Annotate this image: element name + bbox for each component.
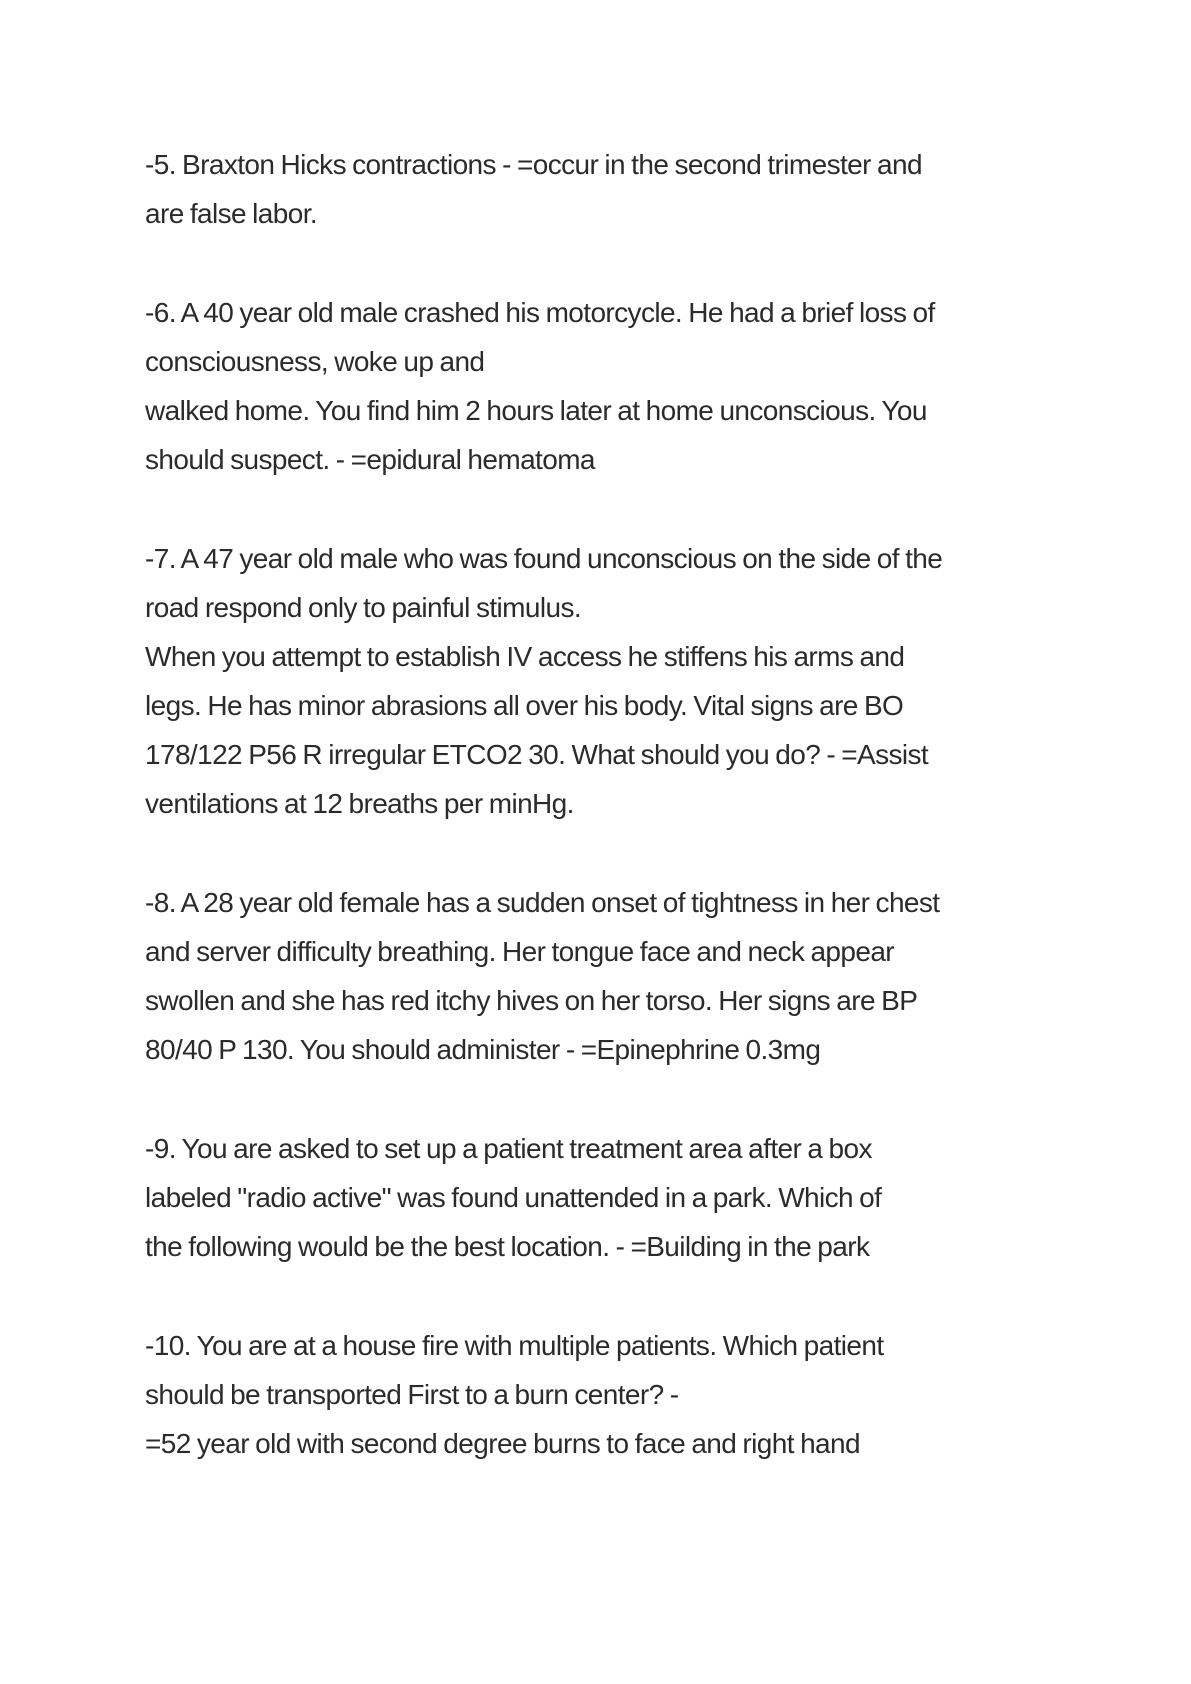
question-line: consciousness, woke up and (145, 346, 485, 377)
question-10 (145, 1321, 1045, 1468)
question-7 (145, 534, 1045, 828)
question-8 (145, 878, 1045, 1074)
question-line: labeled "radio active" was found unattended in a park. Which of (145, 1182, 882, 1213)
question-line: should be transported First to a burn center? - (145, 1379, 679, 1410)
question-line: When you attempt to establish IV access he stiffens his arms and (145, 641, 905, 672)
question-list (145, 140, 1045, 1518)
question-line: swollen and she has red itchy hives on her torso. Her signs are BP (145, 985, 918, 1016)
question-line: the following would be the best location. - =Building in the park (145, 1231, 870, 1262)
question-line: 80/40 P 130. You should administer - =Epinephrine 0.3mg (145, 1034, 821, 1065)
question-9 (145, 1124, 1045, 1271)
question-line: road respond only to painful stimulus. (145, 592, 582, 623)
question-line: 178/122 P56 R irregular ETCO2 30. What should you do? - =Assist (145, 739, 929, 770)
question-line: are false labor. (145, 198, 318, 229)
question-line: and server difficulty breathing. Her tongue face and neck appear (145, 936, 895, 967)
question-6 (145, 288, 1045, 484)
question-line: -6. A 40 year old male crashed his motorcycle. He had a brief loss of (145, 297, 935, 328)
question-line: -10. You are at a house fire with multiple patients. Which patient (145, 1330, 884, 1361)
question-line: ventilations at 12 breaths per minHg. (145, 788, 574, 819)
question-line: =52 year old with second degree burns to face and right hand (145, 1428, 860, 1459)
question-line: -9. You are asked to set up a patient treatment area after a box (145, 1133, 872, 1164)
question-line: legs. He has minor abrasions all over his body. Vital signs are BO (145, 690, 904, 721)
question-line: should suspect. - =epidural hematoma (145, 444, 595, 475)
question-5 (145, 140, 1045, 238)
question-line: walked home. You find him 2 hours later at home unconscious. You (145, 395, 927, 426)
question-line: -7. A 47 year old male who was found unconscious on the side of the (145, 543, 943, 574)
question-line: -8. A 28 year old female has a sudden onset of tightness in her chest (145, 887, 940, 918)
question-line: -5. Braxton Hicks contractions - =occur in the second trimester and (145, 149, 922, 180)
